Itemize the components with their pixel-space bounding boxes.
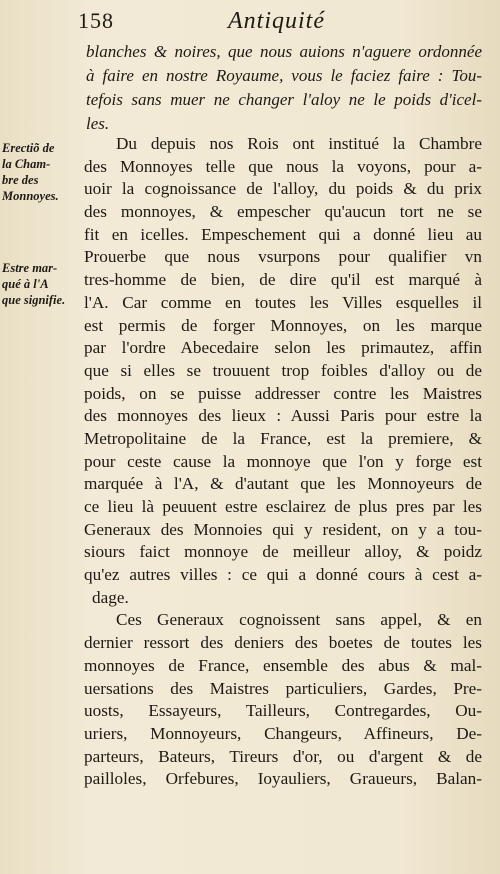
margin-note-line: la Cham- bbox=[2, 157, 51, 171]
italic-quotation bbox=[86, 40, 482, 136]
body-line: l'A. Car comme en toutes les Villes esquelles il bbox=[84, 292, 482, 312]
body-line: Ces Generaux cognoissent sans appel, & en bbox=[116, 610, 482, 630]
body-line: tres-homme de bien, de dire qu'il est marqué à bbox=[84, 270, 482, 290]
margin-note-marque bbox=[2, 260, 86, 308]
body-line: pour ceste cause la monnoye que l'on y forge est bbox=[84, 451, 482, 471]
margin-note-line: que signifie. bbox=[2, 293, 66, 307]
margin-note-chambre bbox=[2, 140, 86, 204]
body-line: par l'ordre Abecedaire selon les primautez, affin bbox=[84, 338, 482, 358]
body-line: des monnoyes, & empescher qu'aucun tort ne se bbox=[84, 202, 482, 222]
margin-note-line: bre des bbox=[2, 173, 39, 187]
body-line: monnoyes de France, ensemble des abus & mal- bbox=[84, 655, 482, 675]
margin-note-line: Estre mar- bbox=[2, 261, 58, 275]
body-line: uriers, Monnoyeurs, Changeurs, Affineurs, De- bbox=[84, 723, 482, 743]
body-line: ce lieu là peuuent estre esclairez de plus pres par les bbox=[84, 497, 482, 516]
body-line: que si elles se trouuent trop foibles d'alloy ou de bbox=[84, 360, 482, 380]
margin-note-line: Erectiõ de bbox=[2, 141, 55, 155]
margin-note-line: Monnoyes. bbox=[2, 189, 59, 203]
page-number: 158 bbox=[78, 8, 114, 33]
body-line: fit en icelles. Empeschement qui a donné lieu au bbox=[84, 224, 482, 244]
body-line: des monnoyes des lieux : Aussi Paris pour estre la bbox=[84, 406, 482, 426]
body-line: marquée à l'A, & d'autant que les Monnoyeurs de bbox=[84, 474, 482, 494]
quotation-line: blanches & noires, que nous auions n'aguere ordonnée bbox=[86, 42, 482, 61]
body-line: des Monnoyes telle que nous la voyons, pour a- bbox=[84, 156, 482, 176]
body-text bbox=[84, 133, 482, 791]
body-line: dernier ressort des deniers des boetes de toutes les bbox=[84, 633, 482, 653]
quotation-line: tefois sans muer ne changer l'aloy ne le poids d'icel- bbox=[86, 90, 482, 109]
body-line: est permis de forger Monnoyes, on les marque bbox=[84, 315, 482, 335]
margin-note-line: qué à l'A bbox=[2, 277, 49, 291]
page-header bbox=[0, 8, 500, 40]
body-line: parteurs, Bateurs, Tireurs d'or, ou d'argent & de bbox=[84, 746, 482, 766]
body-line: qu'ez autres villes : ce qui a donné cours à cest a- bbox=[84, 565, 482, 585]
body-line: Prouerbe que nous vsurpons pour qualifier vn bbox=[84, 247, 482, 267]
body-line: uersations des Maistres particuliers, Gardes, Pre- bbox=[84, 678, 482, 698]
body-line: dage. bbox=[92, 587, 129, 607]
running-head: Antiquité bbox=[228, 8, 325, 34]
body-line: Du depuis nos Rois ont institué la Chambre bbox=[116, 134, 482, 153]
body-line: siours faict monnoye de meilleur alloy, & poidz bbox=[84, 542, 482, 562]
quotation-line: les. bbox=[86, 114, 110, 133]
body-line: uoir la cognoissance de l'alloy, du poids & du prix bbox=[84, 179, 482, 199]
body-line: poids, on se puisse addresser contre les Maistres bbox=[84, 383, 482, 403]
body-line: pailloles, Orfebures, Ioyauliers, Graueurs, Balan- bbox=[84, 769, 482, 789]
quotation-line: à faire en nostre Royaume, vous le faciez faire : Tou- bbox=[86, 66, 482, 85]
body-line: Generaux des Monnoies qui y resident, on y a tou- bbox=[84, 519, 482, 539]
body-line: uosts, Essayeurs, Tailleurs, Contregardes, Ou- bbox=[84, 701, 482, 721]
body-line: Metropolitaine de la France, est la premiere, & bbox=[84, 428, 482, 448]
